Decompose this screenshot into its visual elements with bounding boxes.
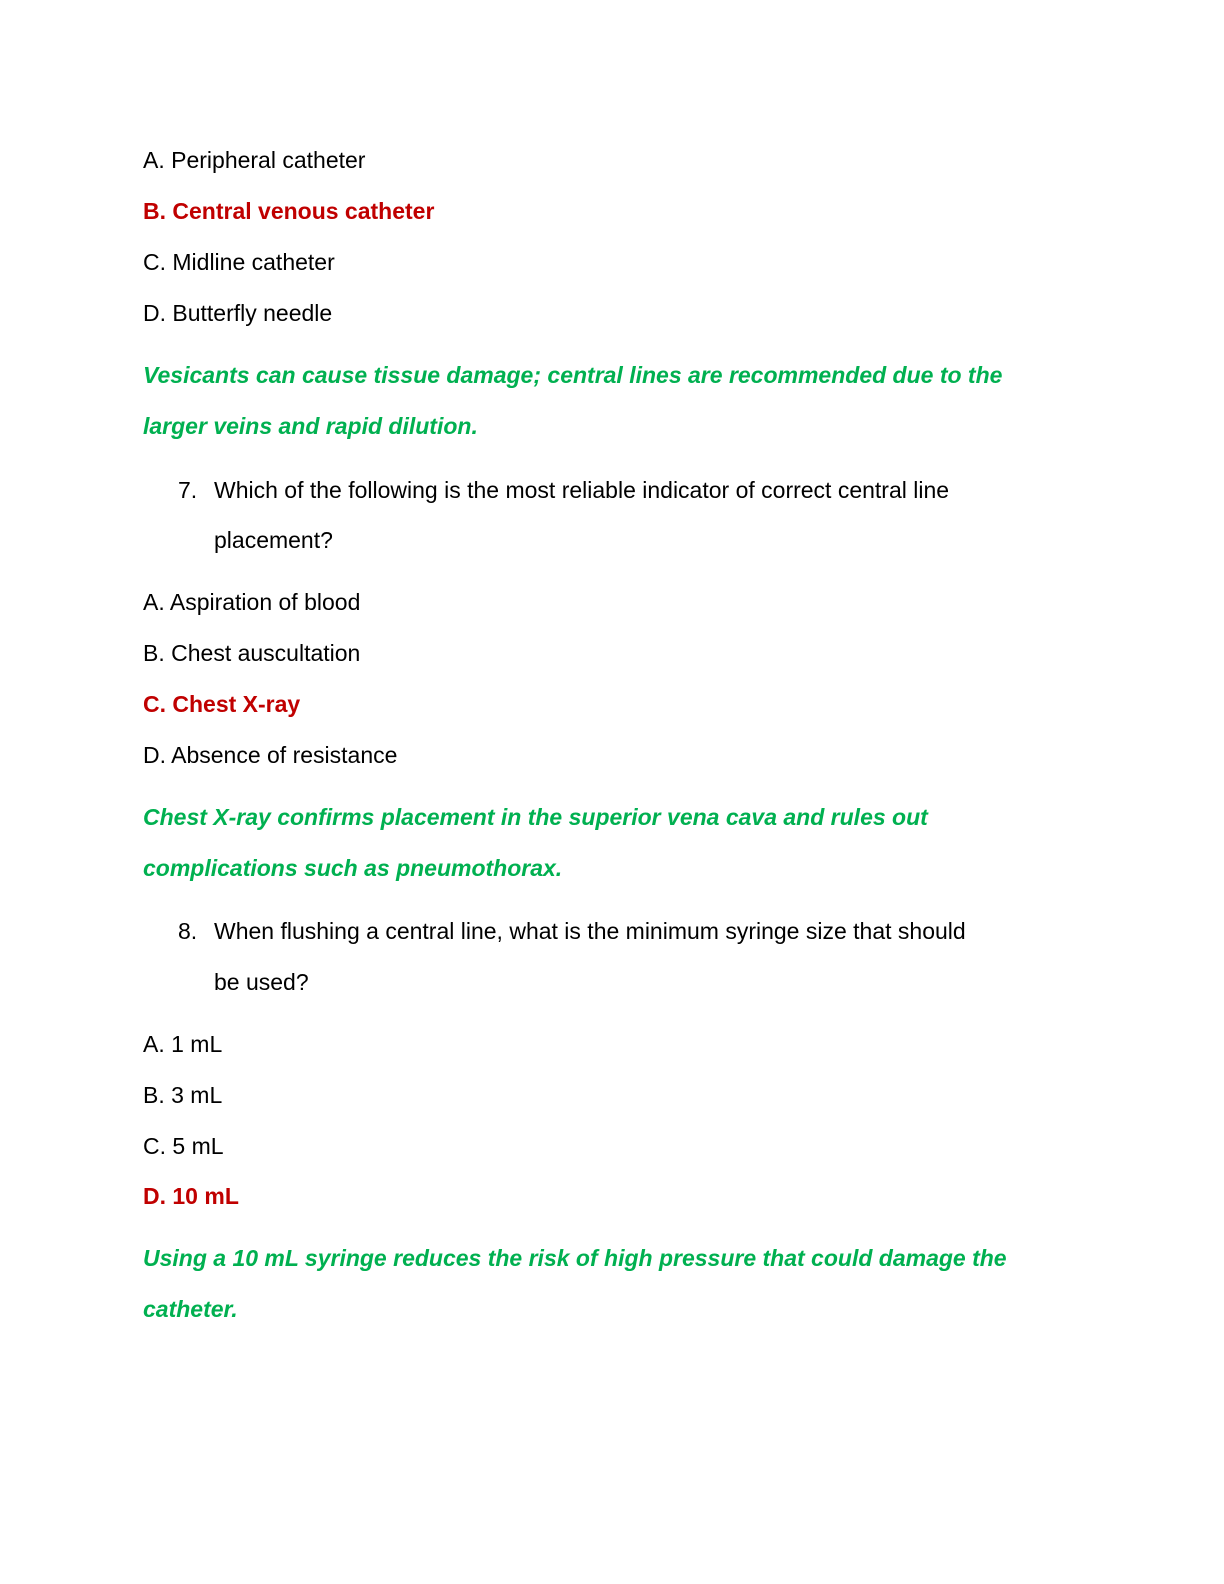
- question-text: placement?: [214, 527, 333, 553]
- option-c: C. 5 mL: [143, 1133, 224, 1159]
- option-d: D. Absence of resistance: [143, 742, 398, 768]
- question-number: 7.: [178, 477, 198, 503]
- rationale-line: Using a 10 mL syringe reduces the risk of high pressure that could damage the: [143, 1245, 1007, 1271]
- rationale-line: larger veins and rapid dilution.: [143, 413, 478, 439]
- rationale-line: Vesicants can cause tissue damage; central lines are recommended due to the: [143, 362, 1003, 388]
- correct-answer-option: C. Chest X-ray: [143, 691, 301, 717]
- question-text: When flushing a central line, what is the minimum syringe size that should: [214, 918, 966, 944]
- rationale-line: Chest X-ray confirms placement in the superior vena cava and rules out: [143, 804, 928, 830]
- correct-answer-option: B. Central venous catheter: [143, 198, 435, 224]
- option-a: A. Aspiration of blood: [143, 589, 361, 615]
- question-text: be used?: [214, 969, 309, 995]
- option-b: B. Chest auscultation: [143, 640, 361, 666]
- option-c: C. Midline catheter: [143, 249, 335, 275]
- rationale-line: complications such as pneumothorax.: [143, 855, 563, 881]
- question-text: Which of the following is the most reliable indicator of correct central line: [214, 477, 950, 503]
- question-number: 8.: [178, 918, 198, 944]
- option-a: A. Peripheral catheter: [143, 147, 366, 173]
- correct-answer-option: D. 10 mL: [143, 1183, 239, 1209]
- option-a: A. 1 mL: [143, 1031, 223, 1057]
- rationale-line: catheter.: [143, 1296, 238, 1322]
- option-b: B. 3 mL: [143, 1082, 223, 1108]
- option-d: D. Butterfly needle: [143, 300, 333, 326]
